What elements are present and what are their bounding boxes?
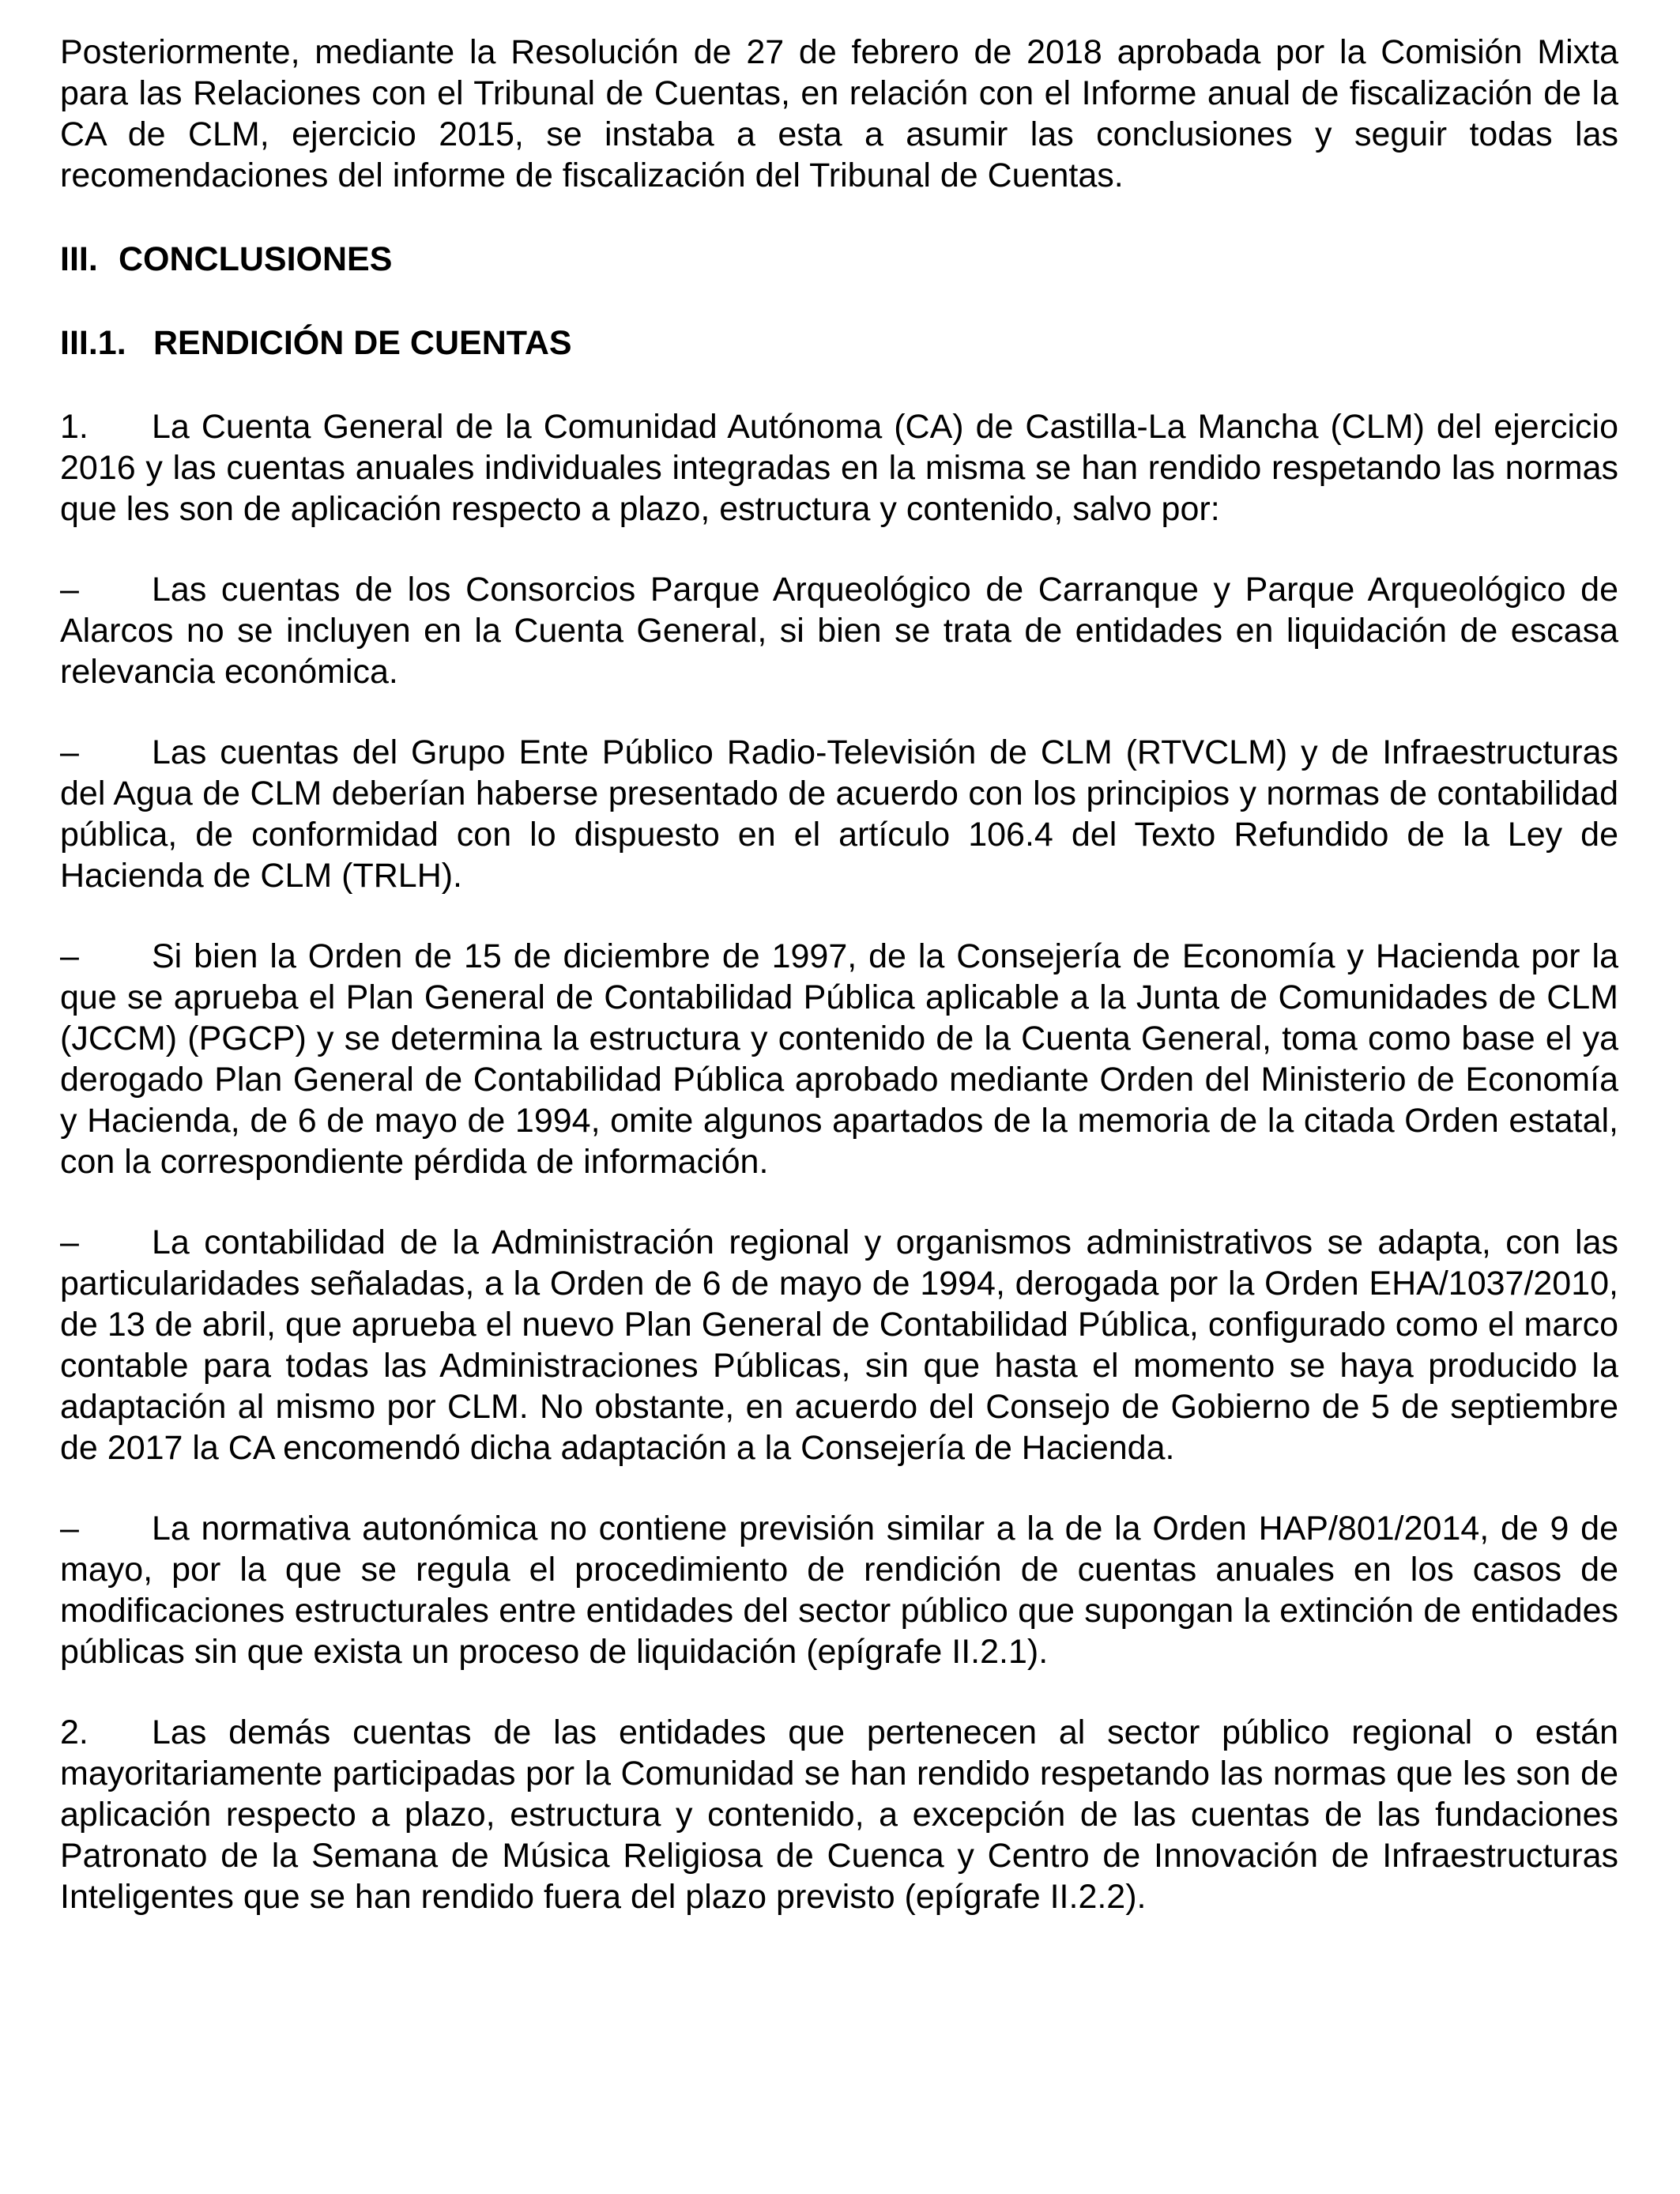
bullet-text: La contabilidad de la Administración regional y organismos administrativos se adapta, con las particularidades señaladas, a la Orden de 6 de mayo de 1994, derogada por la Orden EHA/1037/2010, de 13 de abril, que aprueba el nuevo Plan General de Contabilidad Pública, configurado como el marco contable para todas las Administraciones Públicas, sin que hasta el momento se haya producido la adaptación al mismo por CLM. No obstante, en acuerdo del Consejo de Gobierno de 5 de septiembre de 2017 la CA encomendó dicha adaptación a la Consejería de Hacienda. (60, 1223, 1618, 1467)
conclusion-point-1 (60, 406, 1618, 530)
bullet-item (60, 569, 1618, 692)
bullet-item (60, 1508, 1618, 1672)
bullet-dash: – (60, 1510, 79, 1547)
bullet-dash: – (60, 733, 79, 771)
bullet-dash: – (60, 1223, 79, 1261)
section-number: III. (60, 240, 98, 278)
bullet-text: Las cuentas de los Consorcios Parque Arqueológico de Carranque y Parque Arqueológico de Alarcos no se incluyen en la Cuenta General, si bien se trata de entidades en liquidación de escasa relevancia económica. (60, 571, 1618, 691)
bullet-text: Las cuentas del Grupo Ente Público Radio-Televisión de CLM (RTVCLM) y de Infraestructuras del Agua de CLM deberían haberse presentado de acuerdo con los principios y normas de contabilidad pública, de conformidad con lo dispuesto en el artículo 106.4 del Texto Refundido de la Ley de Hacienda de CLM (TRLH). (60, 733, 1618, 895)
section-heading (60, 239, 1618, 280)
bullet-item (60, 732, 1618, 896)
bullet-text: La normativa autonómica no contiene previsión similar a la de la Orden HAP/801/2014, de 9 de mayo, por la que se regula el procedimiento de rendición de cuentas anuales en los casos de modificaciones estructurales entre entidades del sector público que supongan la extinción de entidades públicas sin que exista un proceso de liquidación (epígrafe II.2.1). (60, 1510, 1618, 1671)
subsection-heading (60, 322, 1618, 364)
document-page (60, 32, 1618, 1917)
conclusion-point-2 (60, 1712, 1618, 1917)
point-2-number: 2. (60, 1713, 89, 1751)
bullet-dash: – (60, 571, 79, 609)
point-2-text: Las demás cuentas de las entidades que pertenecen al sector público regional o están mayoritariamente participadas por la Comunidad se han rendido respetando las normas que les son de aplicación respecto a plazo, estructura y contenido, a excepción de las cuentas de las fundaciones Patronato de la Semana de Música Religiosa de Cuenca y Centro de Innovación de Infraestructuras Inteligentes que se han rendido fuera del plazo previsto (epígrafe II.2.2). (60, 1713, 1618, 1916)
bullet-text: Si bien la Orden de 15 de diciembre de 1997, de la Consejería de Economía y Hacienda por la que se aprueba el Plan General de Contabilidad Pública aplicable a la Junta de Comunidades de CLM (JCCM) (PGCP) y se determina la estructura y contenido de la Cuenta General, toma como base el ya derogado Plan General de Contabilidad Pública aprobado mediante Orden del Ministerio de Economía y Hacienda, de 6 de mayo de 1994, omite algunos apartados de la memoria de la citada Orden estatal, con la correspondiente pérdida de información. (60, 937, 1618, 1181)
bullet-dash: – (60, 937, 79, 975)
intro-paragraph: Posteriormente, mediante la Resolución de 27 de febrero de 2018 aprobada por la Comisión Mixta para las Relaciones con el Tribunal de Cuentas, en relación con el Informe anual de fiscalización de la CA de CLM, ejercicio 2015, se instaba a esta a asumir las conclusiones y seguir todas las recomendaciones del informe de fiscalización del Tribunal de Cuentas. (60, 33, 1618, 194)
section-title: CONCLUSIONES (119, 240, 393, 278)
point-1-text: La Cuenta General de la Comunidad Autónoma (CA) de Castilla-La Mancha (CLM) del ejercicio 2016 y las cuentas anuales individuales integradas en la misma se han rendido respetando las normas que les son de aplicación respecto a plazo, estructura y contenido, salvo por: (60, 408, 1618, 528)
subsection-title: RENDICIÓN DE CUENTAS (153, 324, 572, 362)
subsection-number: III.1. (60, 324, 126, 362)
bullet-item (60, 1222, 1618, 1468)
point-1-number: 1. (60, 408, 89, 446)
bullet-item (60, 936, 1618, 1182)
